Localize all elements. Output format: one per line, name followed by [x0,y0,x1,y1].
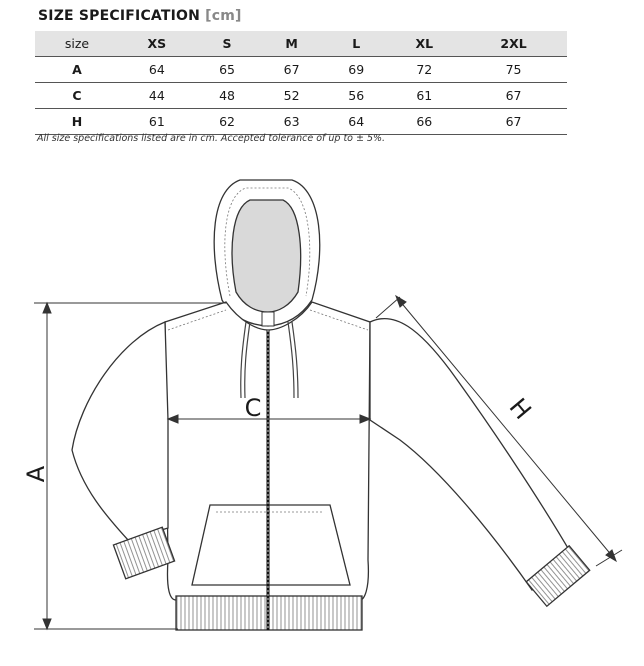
table-cell: 63 [259,109,324,135]
header-cell: 2XL [460,31,567,57]
table-cell: 66 [389,109,461,135]
tolerance-note: All size specifications listed are in cm. Accepted tolerance of up to ± 5%. [37,133,386,144]
header-cell: XL [389,31,461,57]
header-cell: XS [119,31,195,57]
table-cell: 61 [119,109,195,135]
header-cell: L [324,31,389,57]
row-label: H [35,109,119,135]
table-cell: 65 [195,57,260,83]
label-h: H [503,392,537,425]
table-cell: 67 [460,109,567,135]
title-text: SIZE SPECIFICATION [38,8,201,24]
table-cell: 52 [259,83,324,109]
table-cell: 64 [119,57,195,83]
table-cell: 64 [324,109,389,135]
label-c: C [244,394,262,422]
table-cell: 61 [389,83,461,109]
table-cell: 48 [195,83,260,109]
table-cell: 67 [460,83,567,109]
body-shape [72,302,590,630]
row-label: C [35,83,119,109]
table-cell: 56 [324,83,389,109]
table-cell: 75 [460,57,567,83]
row-label: A [35,57,119,83]
header-cell: S [195,31,260,57]
table-cell: 44 [119,83,195,109]
title-unit: [cm] [205,8,242,24]
table-cell: 72 [389,57,461,83]
hood-shape [214,180,320,326]
header-cell: M [259,31,324,57]
table-cell: 62 [195,109,260,135]
label-a: A [22,465,50,483]
table-cell: 69 [324,57,389,83]
header-cell: size [35,31,119,57]
table-cell: 67 [259,57,324,83]
